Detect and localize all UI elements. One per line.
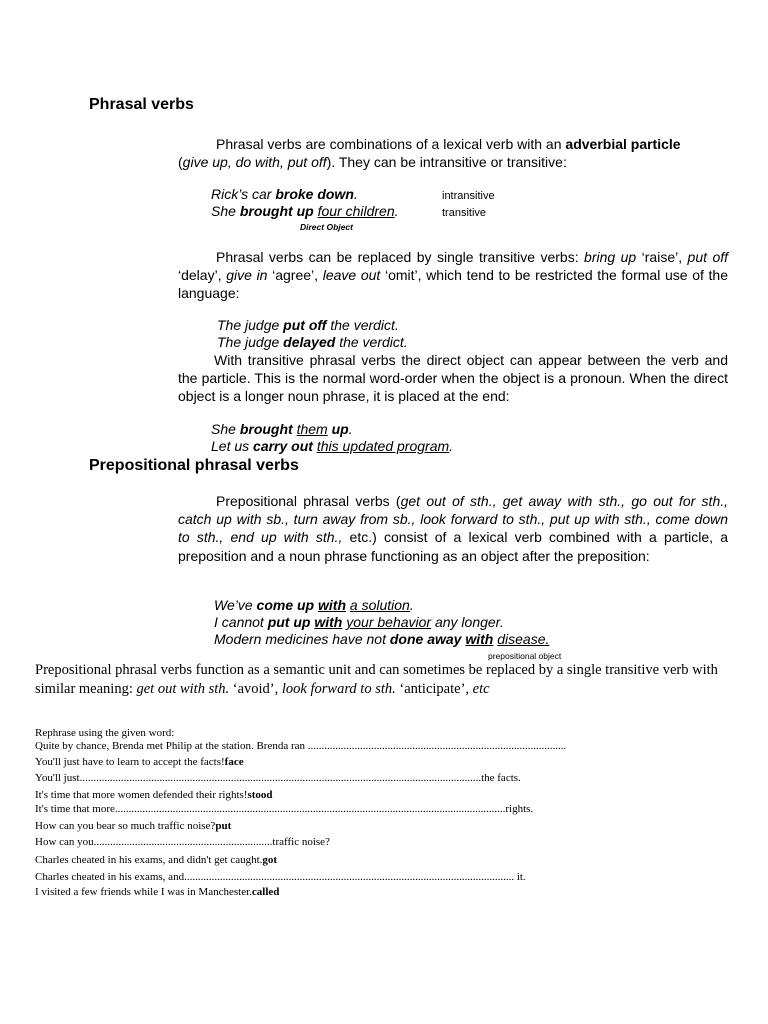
example-judge-put-off: The judge put off the verdict.: [217, 317, 399, 333]
exercise-line: How can you.................................................................traffic noise?: [35, 836, 330, 848]
prepositional-intro-paragraph: Prepositional phrasal verbs (get out of sth., get away with sth., go out for sth., catch up with sb., turn away from sb., look forward to sth., put up with sth., come down to sth., end up with sth., etc.) consist of a lexical verb combined with a particle, a preposition and a noun phrase functioning as an object after the preposition:: [178, 493, 729, 564]
exercise-line: Quite by chance, Brenda met Philip at the station. Brenda ran ..............................................................................................: [35, 740, 567, 752]
exercise-line: How can you bear so much traffic noise?put: [35, 820, 232, 832]
word-order-paragraph: With transitive phrasal verbs the direct object can appear between the verb and the particle. This is the normal word-order when the object is a pronoun. When the direct object is a longer noun phrase, it is placed at the end:: [178, 352, 728, 405]
exercise-heading: Rephrase using the given word:: [35, 727, 175, 739]
semantic-unit-note: Prepositional phrasal verbs function as a semantic unit and can sometimes be replaced by a single transitive verb with similar meaning: get out with sth. ‘avoid’, look forward to sth. ‘anticipate’, etc: [35, 662, 718, 697]
section-title-phrasal-verbs: Phrasal verbs: [89, 96, 194, 113]
example-carry-out: Let us carry out this updated program.: [211, 438, 454, 454]
exercise-line: You'll just..................................................................................................................................................the facts.: [35, 772, 521, 784]
exercise-line: I visited a few friends while I was in Manchester.called: [35, 886, 280, 898]
prepositional-object-label: prepositional object: [488, 651, 562, 661]
example-come-up-with: We’ve come up with a solution.: [214, 597, 414, 613]
example-judge-delayed: The judge delayed the verdict.: [217, 334, 408, 350]
example-intransitive: Rick’s car broke down.: [211, 186, 358, 202]
label-intransitive: intransitive: [442, 190, 495, 202]
direct-object-label: Direct Object: [300, 222, 353, 232]
intro-paragraph: Phrasal verbs are combinations of a lexical verb with an adverbial particle (give up, do with, put off). They can be intransitive or transitive:: [178, 136, 681, 171]
example-brought-them-up: She brought them up.: [211, 421, 353, 437]
example-put-up-with: I cannot put up with your behavior any longer.: [214, 614, 504, 630]
exercise-line: Charles cheated in his exams, and........................................................................................................................ it.: [35, 871, 526, 883]
exercise-line: It's time that more..............................................................................................................................................rights.: [35, 803, 534, 815]
section-title-prepositional-phrasal-verbs: Prepositional phrasal verbs: [89, 457, 299, 474]
example-transitive: She brought up four children.: [211, 203, 399, 219]
replace-paragraph: Phrasal verbs can be replaced by single transitive verbs: bring up ‘raise’, put off ‘delay’, give in ‘agree’, leave out ‘omit’, which tend to be restricted the formal use of the language:: [178, 249, 729, 302]
exercise-line: It's time that more women defended their rights!stood: [35, 789, 273, 801]
example-done-away-with: Modern medicines have not done away with disease.: [214, 631, 550, 647]
exercise-line: Charles cheated in his exams, and didn't get caught.got: [35, 854, 278, 866]
label-transitive: transitive: [442, 207, 487, 219]
exercise-line: You'll just have to learn to accept the facts!face: [35, 756, 244, 768]
